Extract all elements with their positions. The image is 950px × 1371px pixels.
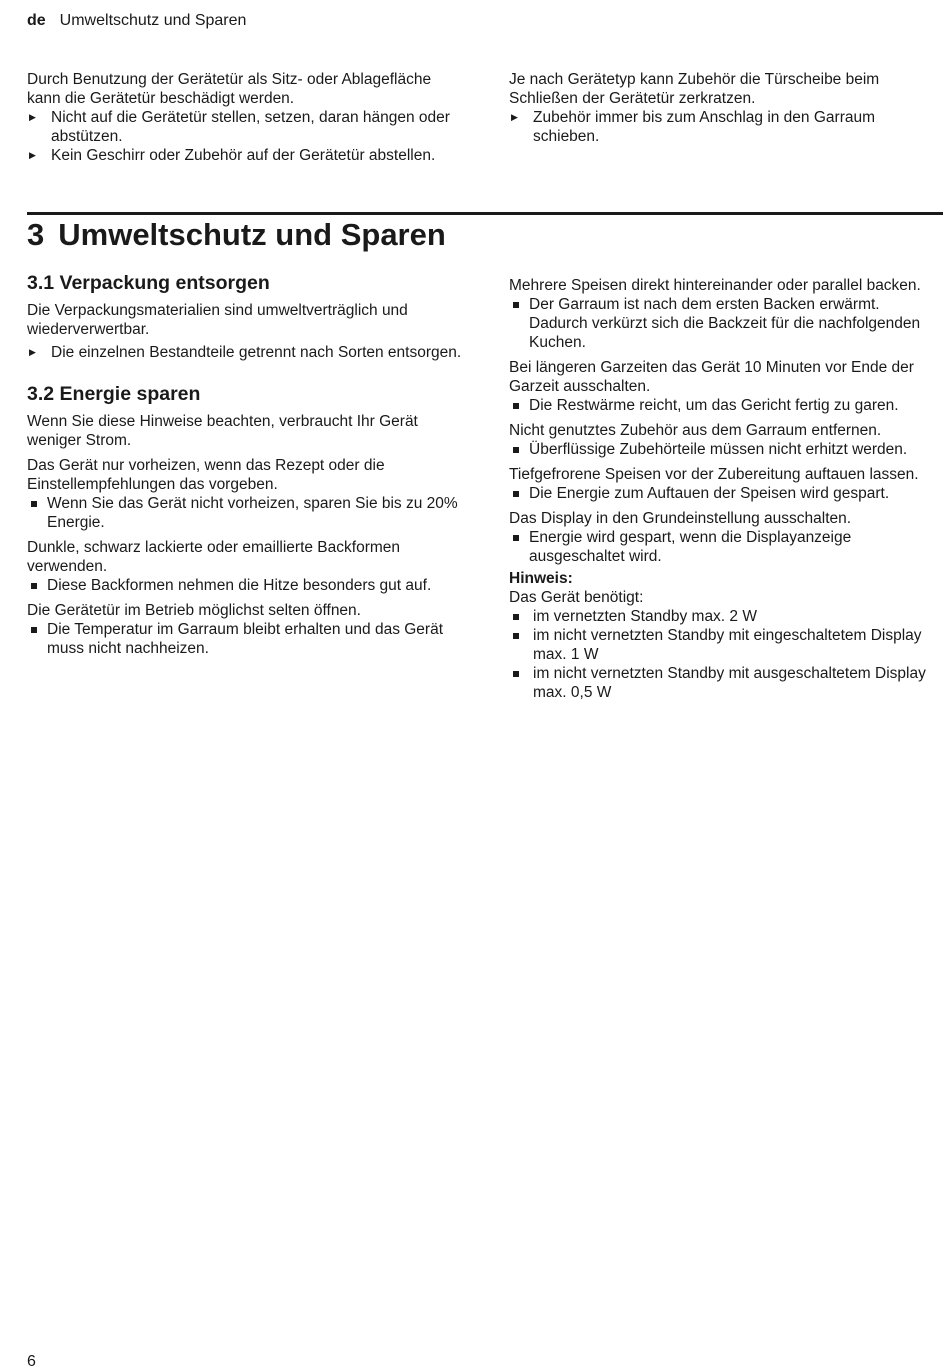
glass-warning-block — [509, 70, 937, 146]
tip-text: Nicht genutztes Zubehör aus dem Garraum entfernen. — [509, 422, 882, 439]
action-step-text: Kein Geschirr oder Zubehör auf der Gerätetür abstellen. — [51, 147, 436, 164]
square-bullet-icon — [31, 627, 37, 633]
tip-bullet-text: Der Garraum ist nach dem ersten Backen erwärmt. Dadurch verkürzt sich die Backzeit für die nachfolgenden Kuchen. — [529, 296, 921, 351]
list-item — [509, 664, 937, 702]
tip-bullet — [509, 440, 937, 459]
tip-bullet-text: Die Restwärme reicht, um das Gericht fertig zu garen. — [529, 397, 899, 414]
action-step — [509, 108, 937, 146]
tip-bullet — [509, 528, 937, 566]
square-bullet-icon — [513, 302, 519, 308]
action-step — [27, 108, 467, 146]
note-intro: Das Gerät benötigt: — [509, 589, 644, 606]
tip-text: Dunkle, schwarz lackierte oder emaillierte Backformen verwenden. — [27, 539, 401, 575]
square-bullet-icon — [513, 447, 519, 453]
action-step-text: Nicht auf die Gerätetür stellen, setzen, daran hängen oder abstützen. — [51, 109, 450, 145]
tip-text: Bei längeren Garzeiten das Gerät 10 Minuten vor Ende der Garzeit ausschalten. — [509, 359, 914, 395]
tip-bullet — [509, 396, 937, 415]
tip-text: Tiefgefrorene Speisen vor der Zubereitung auftauen lassen. — [509, 466, 919, 483]
chapter-title-text: Umweltschutz und Sparen — [58, 217, 446, 252]
tip-bullet — [509, 484, 937, 503]
left-column — [27, 271, 467, 658]
packaging-text: Die Verpackungsmaterialien sind umweltverträglich und wiederverwertbar. — [27, 302, 408, 338]
list-item — [509, 626, 937, 664]
triangle-bullet-icon: ▶ — [29, 347, 36, 357]
tip-bullet-text: Überflüssige Zubehörteile müssen nicht erhitzt werden. — [529, 441, 908, 458]
action-step-text: Die einzelnen Bestandteile getrennt nach Sorten entsorgen. — [51, 344, 462, 361]
square-bullet-icon — [513, 633, 519, 639]
list-item-text: im nicht vernetzten Standby mit ausgeschaltetem Display max. 0,5 W — [533, 665, 926, 701]
list-item-text: im nicht vernetzten Standby mit eingeschaltetem Display max. 1 W — [533, 627, 922, 663]
tip-bullet-text: Diese Backformen nehmen die Hitze besonders gut auf. — [47, 577, 432, 594]
square-bullet-icon — [513, 491, 519, 497]
tip-bullet — [27, 494, 467, 532]
standby-list — [509, 607, 937, 702]
right-column — [509, 276, 937, 702]
square-bullet-icon — [513, 403, 519, 409]
tip-bullet — [27, 576, 467, 595]
chapter-title — [27, 215, 446, 255]
triangle-bullet-icon: ▶ — [511, 112, 518, 122]
tip-text: Mehrere Speisen direkt hintereinander oder parallel backen. — [509, 277, 921, 294]
action-step — [27, 146, 467, 165]
language-code: de — [27, 12, 46, 29]
square-bullet-icon — [31, 583, 37, 589]
header-title: Umweltschutz und Sparen — [59, 12, 247, 29]
tip-bullet — [509, 295, 937, 352]
triangle-bullet-icon: ▶ — [29, 150, 36, 160]
tip-bullet-text: Die Energie zum Auftauen der Speisen wird gespart. — [529, 485, 890, 502]
tip-text: Das Display in den Grundeinstellung ausschalten. — [509, 510, 852, 527]
tip-bullet-text: Die Temperatur im Garraum bleibt erhalten und das Gerät muss nicht nachheizen. — [47, 621, 444, 657]
glass-warning-intro: Je nach Gerätetyp kann Zubehör die Türscheibe beim Schließen der Gerätetür zerkratzen. — [509, 71, 880, 107]
tip-bullet — [27, 620, 467, 658]
tip-text: Die Gerätetür im Betrieb möglichst selten öffnen. — [27, 602, 361, 619]
square-bullet-icon — [31, 501, 37, 507]
note-label: Hinweis: — [509, 570, 573, 587]
tip-bullet-text: Wenn Sie das Gerät nicht vorheizen, sparen Sie bis zu 20% Energie. — [47, 495, 458, 531]
square-bullet-icon — [513, 535, 519, 541]
action-step-text: Zubehör immer bis zum Anschlag in den Garraum schieben. — [533, 109, 876, 145]
list-item-text: im vernetzten Standby max. 2 W — [533, 608, 757, 625]
tip-text: Das Gerät nur vorheizen, wenn das Rezept oder die Einstellempfehlungen das vorgeben. — [27, 457, 385, 493]
square-bullet-icon — [513, 671, 519, 677]
running-header — [27, 11, 246, 30]
list-item — [509, 607, 937, 626]
chapter-number: 3 — [27, 217, 45, 252]
action-step — [27, 343, 467, 362]
section-heading-3-1: 3.1 Verpackung entsorgen — [27, 272, 270, 294]
door-warning-block — [27, 70, 467, 165]
page-number: 6 — [27, 1353, 36, 1370]
square-bullet-icon — [513, 614, 519, 620]
section-heading-3-2: 3.2 Energie sparen — [27, 383, 201, 405]
energy-intro: Wenn Sie diese Hinweise beachten, verbraucht Ihr Gerät weniger Strom. — [27, 413, 418, 449]
door-warning-intro: Durch Benutzung der Gerätetür als Sitz- oder Ablagefläche kann die Gerätetür beschädigt werden. — [27, 71, 432, 107]
triangle-bullet-icon: ▶ — [29, 112, 36, 122]
tip-bullet-text: Energie wird gespart, wenn die Displayanzeige ausgeschaltet wird. — [529, 529, 852, 565]
